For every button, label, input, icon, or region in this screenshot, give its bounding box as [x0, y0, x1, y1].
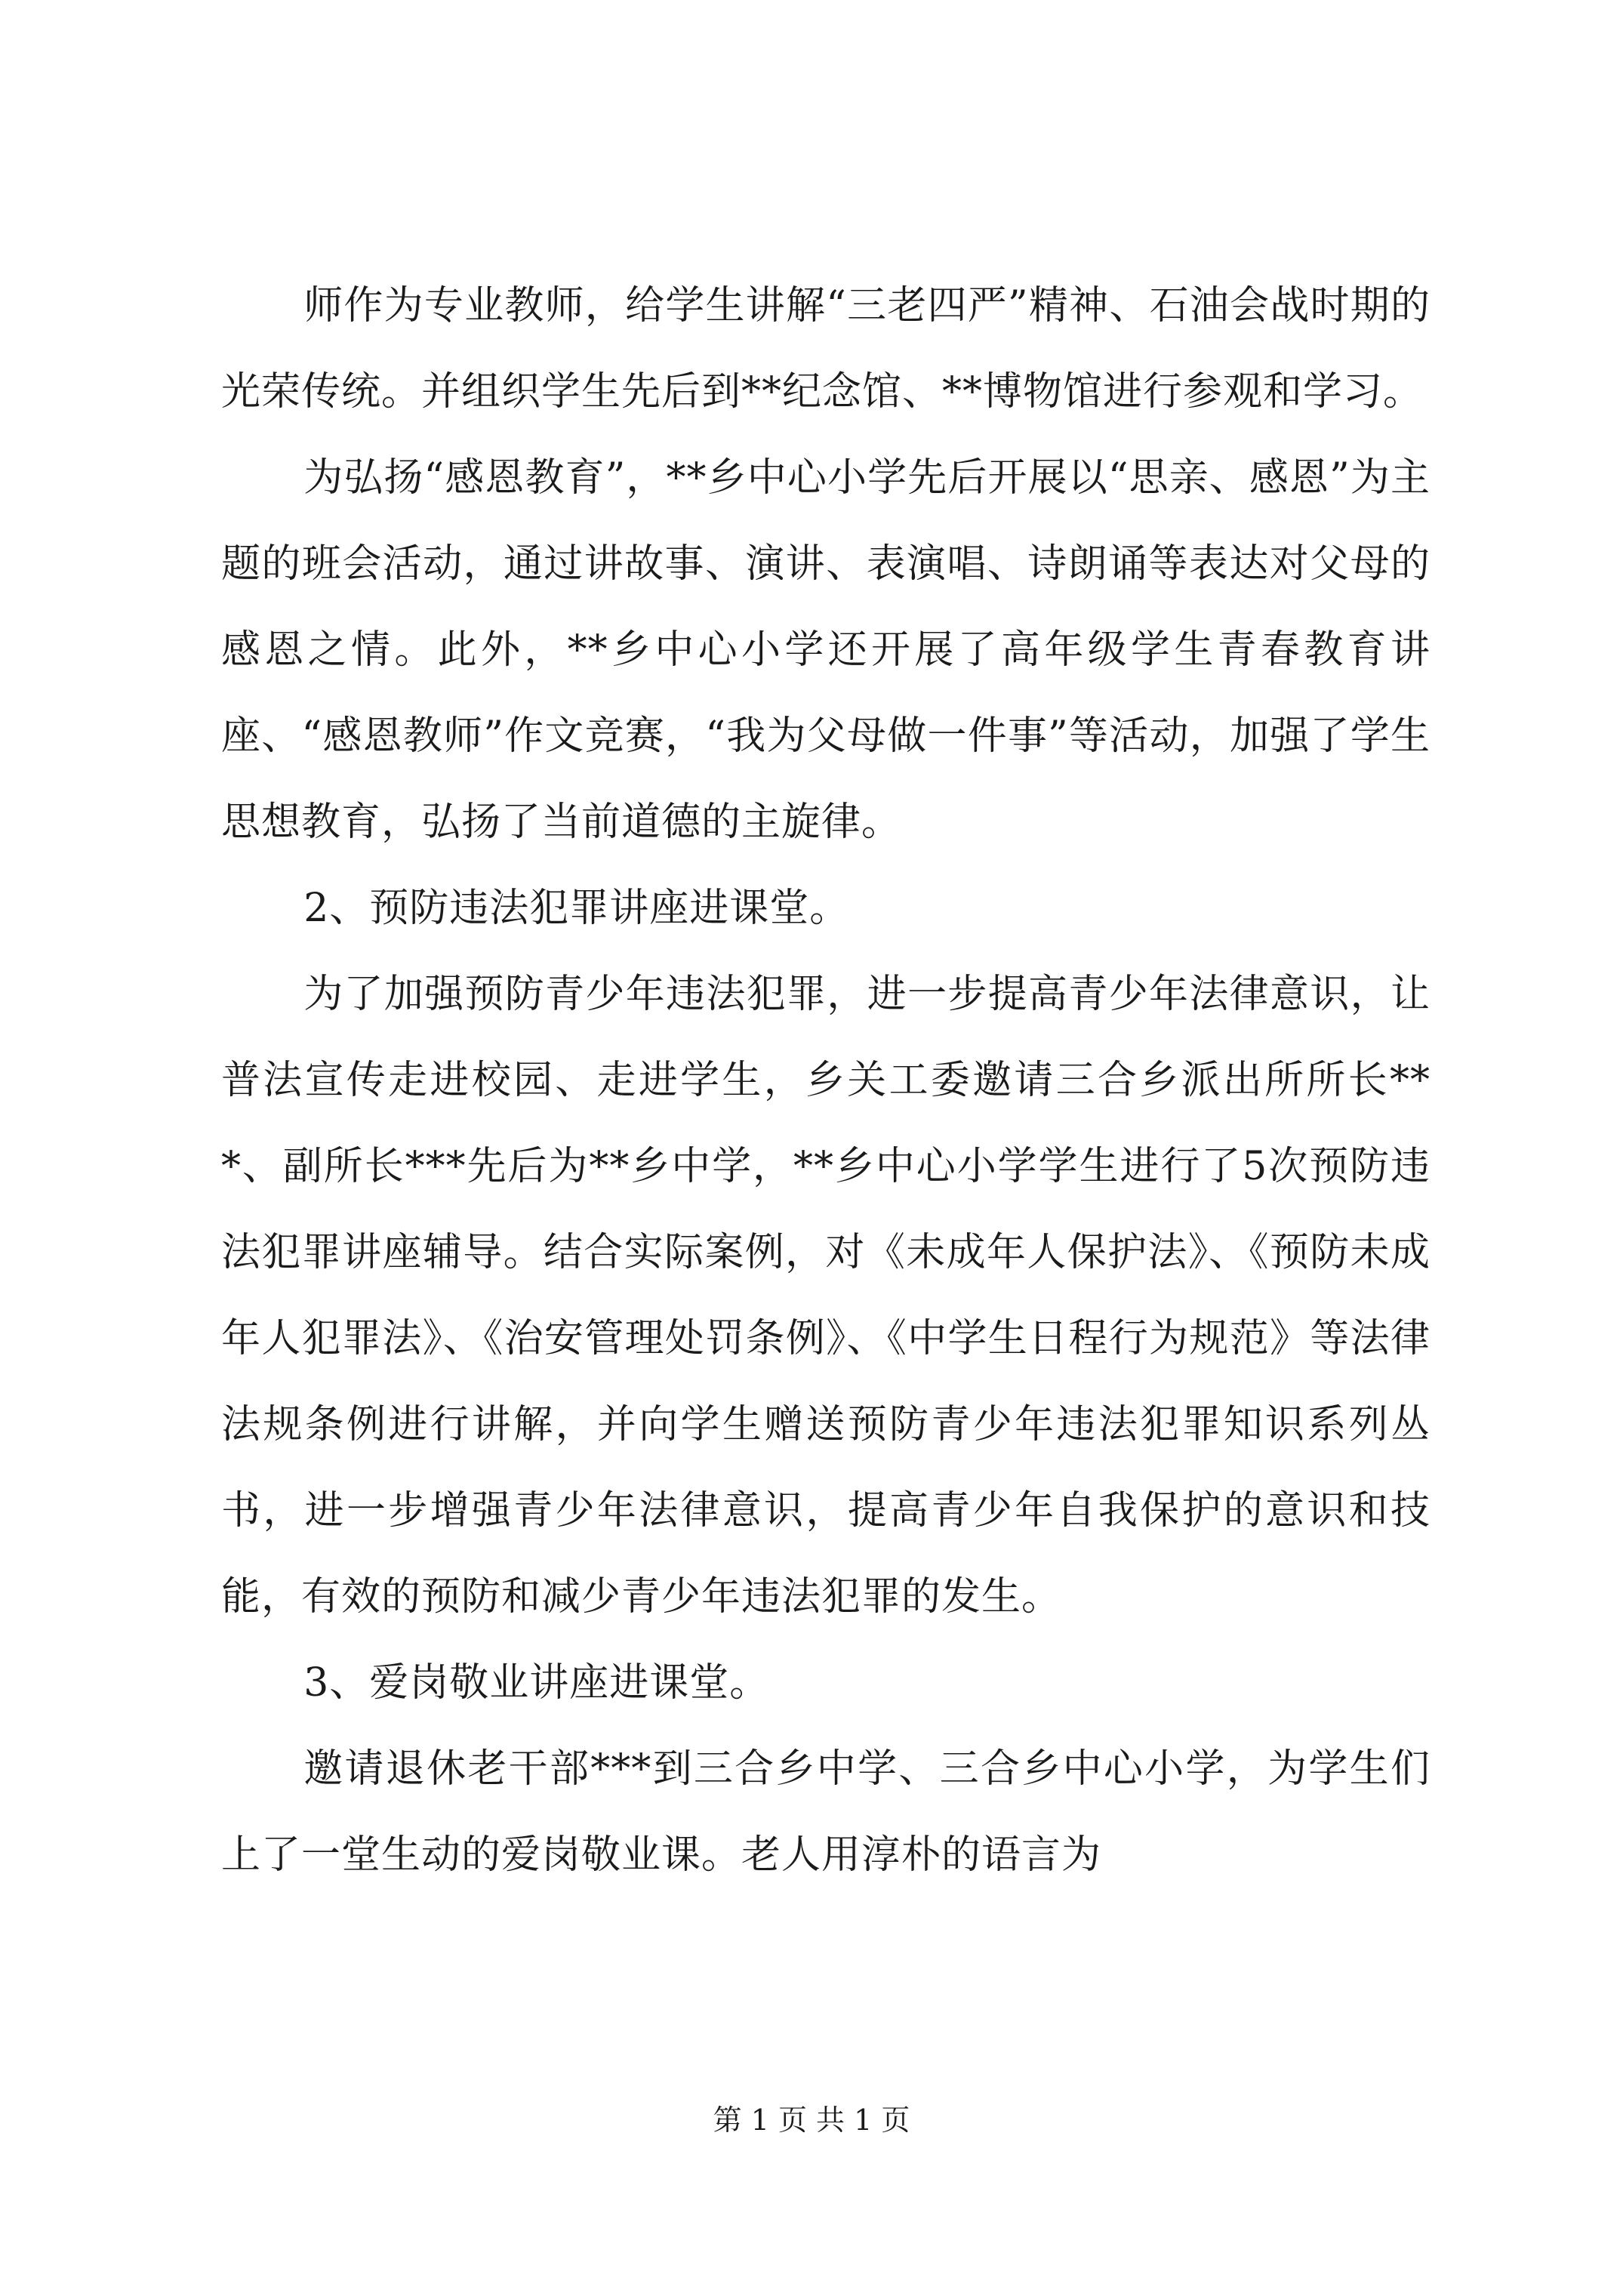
- paragraph-continuation: 师作为专业教师，给学生讲解“三老四严”精神、石油会战时期的光荣传统。并组织学生先后到**纪念馆、**博物馆进行参观和学习。: [221, 283, 1431, 415]
- section-heading-crime-prevention: 2、预防违法犯罪讲座进课堂。: [303, 886, 850, 931]
- paragraph-dedication: 邀请退休老干部***到三合乡中学、三合乡中心小学，为学生们上了一堂生动的爱岗敬业课。老人用淳朴的语言为: [221, 1746, 1431, 1878]
- paragraph-gratitude-education: 为弘扬“感恩教育”，**乡中心小学先后开展以“思亲、感恩”为主题的班会活动，通过讲故事、演讲、表演唱、诗朗诵等表达对父母的感恩之情。此外，**乡中心小学还开展了高年级学生青春教育讲座、“感恩教师”作文竞赛，“我为父母做一件事”等活动，加强了学生思想教育，弘扬了当前道德的主旋律。: [221, 455, 1431, 845]
- paragraph-crime-prevention: 为了加强预防青少年违法犯罪，进一步提高青少年法律意识，让普法宣传走进校园、走进学生，乡关工委邀请三合乡派出所所长***、副所长***先后为**乡中学，**乡中心小学学生进行了5次预防违法犯罪讲座辅导。结合实际案例，对《未成年人保护法》、《预防未成年人犯罪法》、《治安管理处罚条例》、《中学生日程行为规范》等法律法规条例进行讲解，并向学生赠送预防青少年违法犯罪知识系列丛书，进一步增强青少年法律意识，提高青少年自我保护的意识和技能，有效的预防和减少青少年违法犯罪的发生。: [221, 972, 1431, 1620]
- section-heading-dedication: 3、爱岗敬业讲座进课堂。: [303, 1660, 770, 1706]
- page-footer: 第 1 页 共 1 页: [713, 2103, 910, 2137]
- document-body: [221, 263, 1431, 1898]
